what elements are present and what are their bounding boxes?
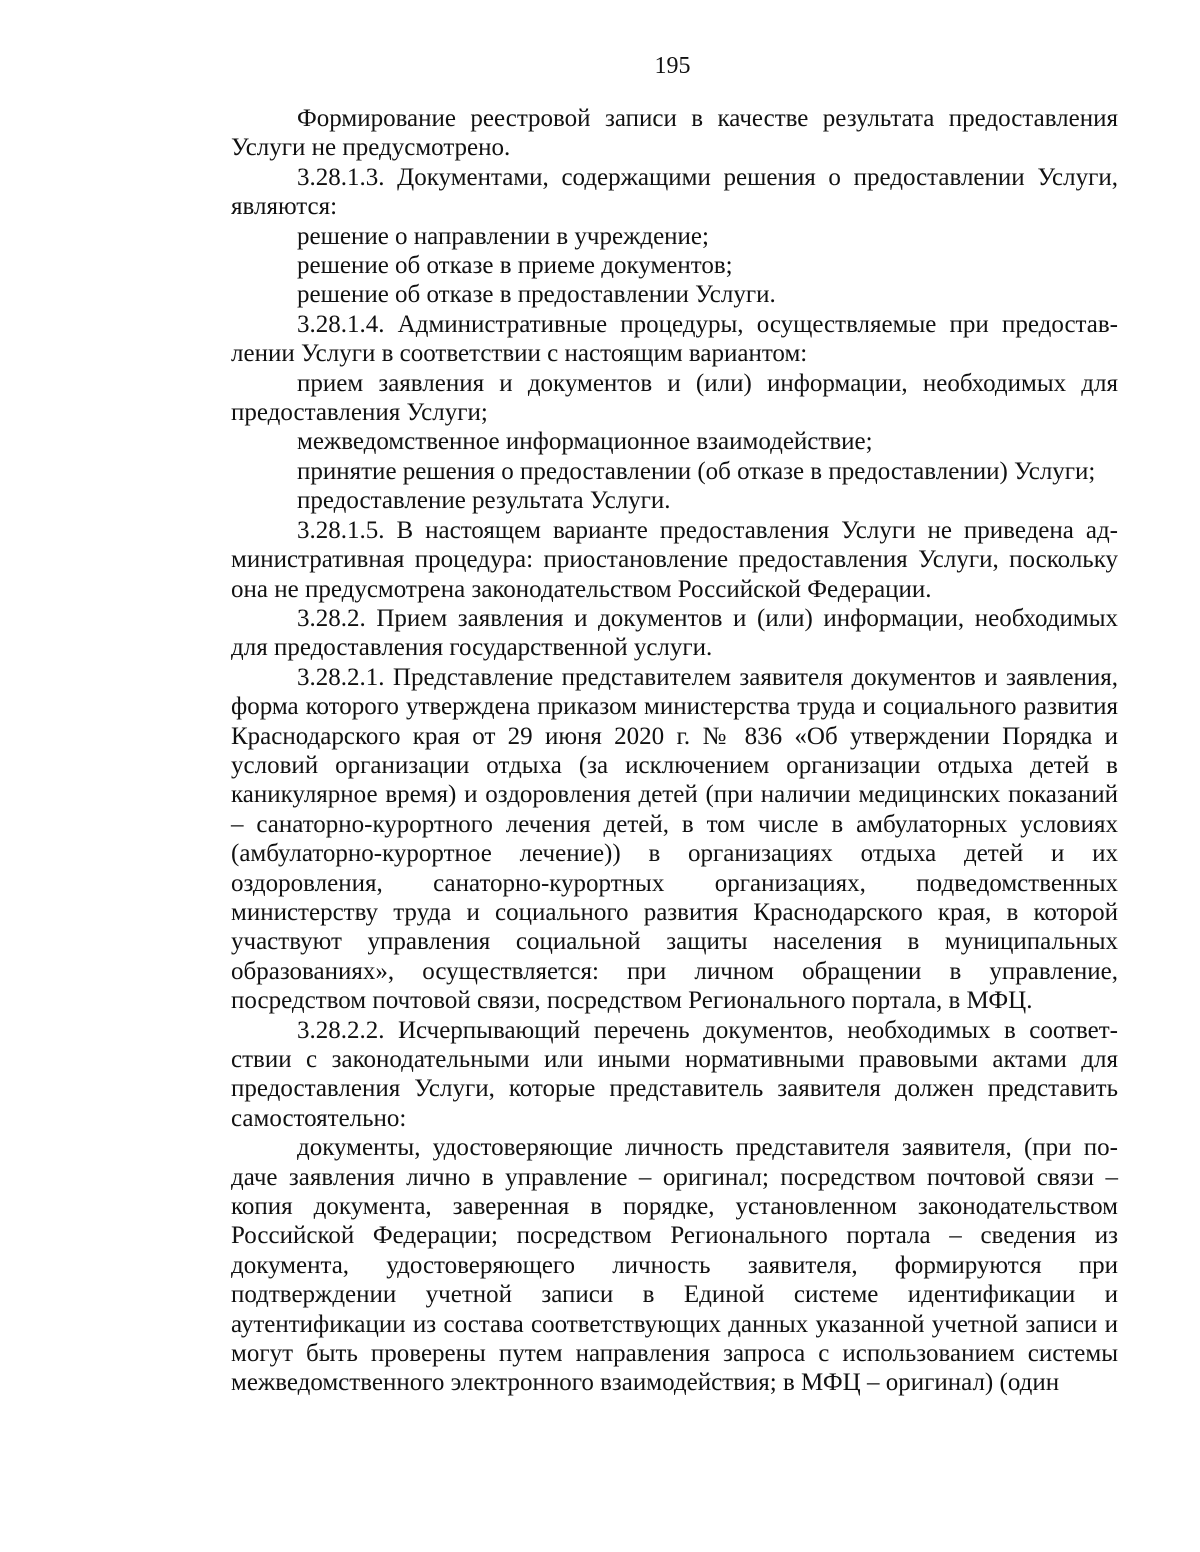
paragraph-3-28-1-4: 3.28.1.4. Административные процедуры, осуществляемые при предоставлении Услуги в соответствии с настоящим вариантом: [231,310,1118,368]
list-item-interagency-interaction: межведомственное информационное взаимодействие; [297,428,873,456]
paragraph-registry-record: Формирование реестровой записи в качестве результата предоставления Услуги не предусмотрено. [231,105,1118,162]
list-item-decision-referral: решение о направлении в учреждение; [297,222,709,250]
page-number: 195 [654,53,691,79]
paragraph-3-28-2-1: 3.28.2.1. Представление представителем заявителя документов и заявления, форма которого утверждена приказом министерства труда и социального развития Краснодарского края от 29 июня 2020 г. № 836 «Об утверждении Порядка и условий организации отдыха (за исключением организации отдыха детей в каникулярное время) и оздоровления детей (при наличии медицинских показаний – санаторно-курортного лечения детей, в том числе в амбулаторных условиях (амбулаторно-курортное лечение)) в организациях отдыха детей и их оздоровления, санаторно-курортных организациях, подведомственных министерству труда и социального развития Краснодарского края, в которой участвуют управления социальной защиты населения в муниципальных образованиях», осуществляется: при личном обращении в управление, посредством почтовой связи, посредством Регионального портала, в МФЦ. [231,663,1118,1015]
paragraph-3-28-2-2: 3.28.2.2. Исчерпывающий перечень документов, необходимых в соответствии с законодательными или иными нормативными правовыми актами для предоставления Услуги, которые представитель заявителя должен представить самостоятельно: [231,1016,1118,1132]
list-item-decision-refusal-service: решение об отказе в предоставлении Услуги. [297,281,776,309]
list-item-result-provision: предоставление результата Услуги. [297,487,671,515]
list-item-decision-refusal-acceptance: решение об отказе в приеме документов; [297,252,733,280]
list-item-application-intake: прием заявления и документов и (или) информации, необходимых для предоставления Услуги; [231,369,1118,427]
paragraph-3-28-1-5: 3.28.1.5. В настоящем варианте предоставления Услуги не приведена административная процедура: приостановление предоставления Услуги, поскольку она не предусмотрена законодательством Российской Федерации. [231,516,1118,603]
paragraph-3-28-1-3: 3.28.1.3. Документами, содержащими решения о предоставлении Услуги, являются: [231,163,1118,221]
paragraph-identity-documents: документы, удостоверяющие личность представителя заявителя, (при подаче заявления лично в управление – оригинал; посредством почтовой связи – копия документа, заверенная в порядке, установленном законодательством Российской Федерации; посредством Регионального портала – сведения из документа, удостоверяющего личность заявителя, формируются при подтверждении учетной записи в Единой системе идентификации и аутентификации из состава соответствующих данных указанной учетной записи и могут быть проверены путем направления запроса с использованием системы межведомственного электронного взаимодействия; в МФЦ – оригинал) (один [231,1134,1118,1397]
paragraph-3-28-2: 3.28.2. Прием заявления и документов и (или) информации, необходимых для предоставления государственной услуги. [231,604,1118,662]
document-body [231,104,1118,1398]
list-item-decision-making: принятие решения о предоставлении (об отказе в предоставлении) Услуги; [297,457,1096,485]
